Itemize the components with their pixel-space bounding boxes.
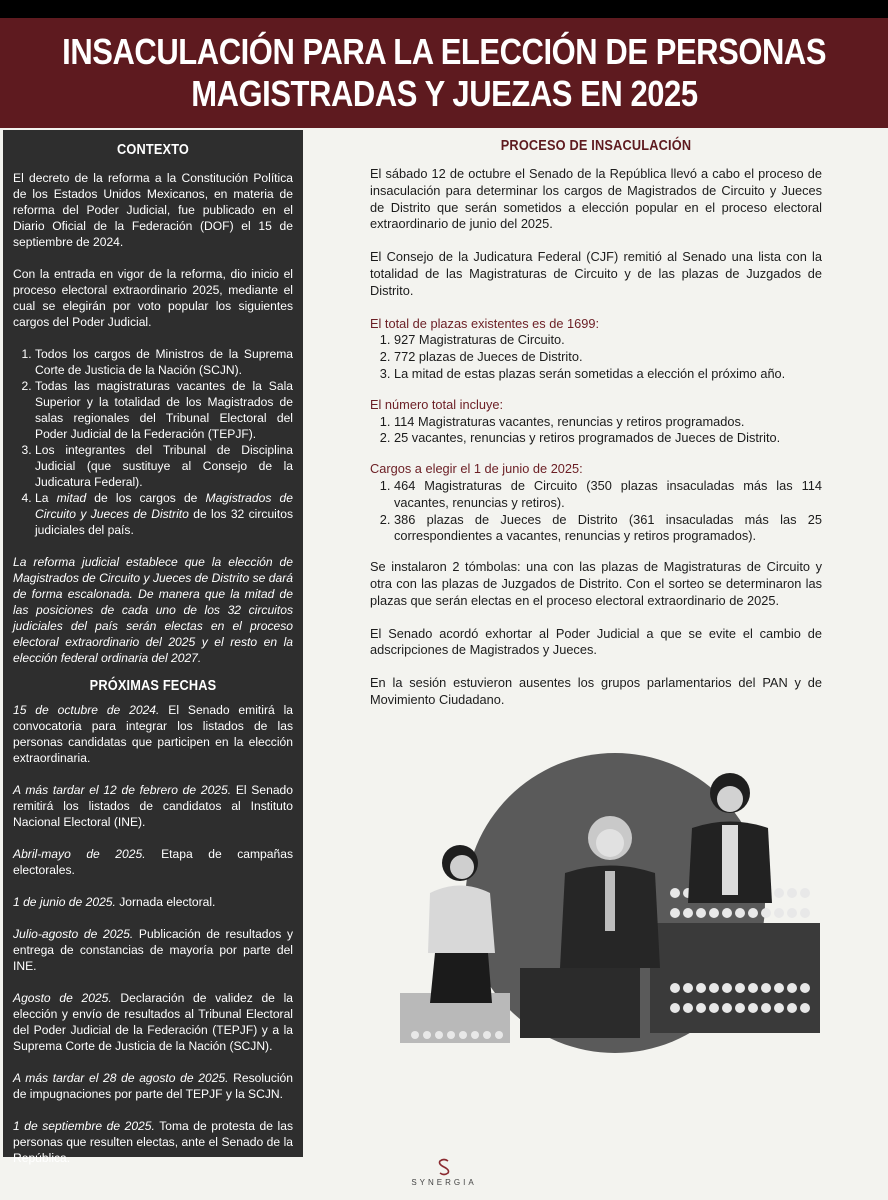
date-text: Resolución de impugnaciones por parte del TEPJF y la SCJN. xyxy=(13,1071,294,1101)
total-list xyxy=(394,332,822,382)
date-text: El Senado remitirá los listados de candidatos al Instituto Nacional Electoral (INE). xyxy=(13,783,294,829)
synergia-logo-icon xyxy=(437,1158,451,1176)
staggered-election-note: La reforma judicial establece que la elección de Magistrados de Circuito y Jueces de Distrito se dará de forma escalonada. De manera que la mitad de las posiciones de cada uno de los 32 circuitos judiciales del país serán electas en el proceso electoral extraordinario del 2025 y el resto en la elección federal ordinaria del 2027. xyxy=(13,555,293,665)
total-heading: El total de plazas existentes es de 1699: xyxy=(370,315,600,331)
context-list-item: 3. Los integrantes del Tribunal de Disciplina Judicial (que sustituye al Consejo de la Judicatura Federal). xyxy=(35,442,293,490)
context-paragraph-1: El decreto de la reforma a la Constitución Política de los Estados Unidos Mexicanos, en materia de reforma del Poder Judicial, fue publicado en el Diario Oficial de la Federación (DOF) el 15 de septiembre de 2024. xyxy=(13,171,293,249)
item4-part: de los 32 circuitos judiciales del país. xyxy=(35,507,293,537)
date-text: Publicación de resultados y entrega de constancias de mayoría por parte del INE. xyxy=(13,927,293,973)
process-paragraph-5: En la sesión estuvieron ausentes los grupos parlamentarios del PAN y de Movimiento Ciudadano. xyxy=(370,675,822,707)
date-text: Declaración de validez de la elección y envío de resultados al Tribunal Electoral del Poder Judicial de la Federación (TEPJF) y a la Suprema Corte de Justicia de la Nación (SCJN). xyxy=(13,991,293,1053)
logo-wordmark: SYNERGIA xyxy=(411,1178,477,1187)
date-text: Toma de protesta de las personas que resulten electas, ante el Senado de la República. xyxy=(13,1119,293,1165)
synergia-logo xyxy=(394,1158,494,1200)
context-list-item xyxy=(35,490,293,538)
cargos-heading: Cargos a elegir el 1 de junio de 2025: xyxy=(370,461,583,477)
date-label: Abril-mayo de 2025. xyxy=(13,847,146,861)
date-entry xyxy=(13,1070,293,1102)
context-list xyxy=(35,346,293,538)
date-text: El Senado emitirá la convocatoria para integrar los listados de las personas candidatas que participen en la elección extraordinaria. xyxy=(13,703,293,765)
cargos-list xyxy=(394,478,822,545)
date-entry xyxy=(13,782,293,830)
drum-table-right xyxy=(650,923,820,1033)
title-banner xyxy=(0,18,888,128)
date-entry xyxy=(13,1118,293,1166)
process-paragraph-2: El Consejo de la Judicatura Federal (CJF) remitió al Senado una lista con la totalidad de las Magistraturas de Circuito y de las plazas de Juzgados de Distrito. xyxy=(370,249,822,298)
context-heading: CONTEXTO xyxy=(116,142,190,158)
dates-heading: PRÓXIMAS FECHAS xyxy=(89,678,217,694)
cargos-list-item: 1. 464 Magistraturas de Circuito (350 plazas insaculadas más las 114 vacantes, renuncias y retiros). xyxy=(394,478,822,512)
item4-part: La xyxy=(35,491,57,505)
date-label: A más tardar el 12 de febrero de 2025. xyxy=(13,783,232,797)
context-paragraph-2: Con la entrada en vigor de la reforma, dio inicio el proceso electoral extraordinario 2025, mediante el cual se elegirán por voto popular los siguientes cargos del Poder Judicial. xyxy=(13,267,293,329)
context-list-item: 1. Todos los cargos de Ministros de la Suprema Corte de Justicia de la Nación (SCJN). xyxy=(35,346,293,378)
date-entry xyxy=(13,926,293,974)
date-text: Etapa de campañas electorales. xyxy=(13,847,293,877)
item4-part: de los cargos de xyxy=(86,491,206,505)
process-heading: PROCESO DE INSACULACIÓN xyxy=(500,138,692,154)
date-text: Jornada electoral. xyxy=(115,895,216,909)
context-list-item: 2. Todas las magistraturas vacantes de la Sala Superior y la totalidad de los Magistrados de salas regionales del Tribunal Electoral del Poder Judicial de la Federación (TEPJF). xyxy=(35,378,293,442)
date-label: A más tardar el 28 de agosto de 2025. xyxy=(13,1071,229,1085)
process-paragraph-1: El sábado 12 de octubre el Senado de la República llevó a cabo el proceso de insaculación para determinar los cargos de Magistrados de Circuito y Jueces de Distrito que serán sometidos a elección popular en el proceso electoral extraordinario de junio del 2025. xyxy=(370,166,822,232)
total-list-item: 1. 927 Magistraturas de Circuito. xyxy=(394,332,822,349)
infographic-page xyxy=(0,18,888,1200)
date-label: Agosto de 2025. xyxy=(13,991,112,1005)
includes-list xyxy=(394,414,822,448)
date-label: 15 de octubre de 2024. xyxy=(13,703,160,717)
senate-raffle-photo xyxy=(400,753,830,1053)
item4-part: mitad xyxy=(56,491,87,505)
date-label: 1 de junio de 2025. xyxy=(13,895,116,909)
date-entry xyxy=(13,990,293,1054)
left-panel xyxy=(3,130,303,1165)
process-paragraph-4: El Senado acordó exhortar al Poder Judicial a que se evite el cambio de adscripciones de Magistrados y Jueces. xyxy=(370,625,822,658)
process-paragraph-3: Se instalaron 2 tómbolas: una con las plazas de Magistraturas de Circuito y otra con las plazas de Juzgados de Distrito. Con el sorteo se determinaron las plazas que serán electas en el proceso electoral extraordinario de 2025. xyxy=(370,559,822,608)
date-entry xyxy=(13,894,293,910)
cargos-list-item: 2. 386 plazas de Jueces de Distrito (361 insaculadas más las 25 correspondientes a vacantes, renuncias y retiros programados). xyxy=(394,512,822,546)
includes-heading: El número total incluye: xyxy=(370,396,504,412)
date-entry xyxy=(13,702,293,766)
photo-illustration xyxy=(400,753,830,1053)
date-label: 1 de septiembre de 2025. xyxy=(13,1119,155,1133)
title-line-1: INSACULACIÓN PARA LA ELECCIÓN DE PERSONAS xyxy=(62,31,826,72)
date-entry xyxy=(13,846,293,878)
item4-part: Magistrados de Circuito y Jueces de Distrito xyxy=(35,491,293,521)
title-line-2: MAGISTRADAS Y JUEZAS EN 2025 xyxy=(190,73,698,114)
date-label: Julio-agosto de 2025. xyxy=(13,927,134,941)
includes-list-item: 2. 25 vacantes, renuncias y retiros programados de Jueces de Distrito. xyxy=(394,430,822,447)
right-panel xyxy=(370,136,822,725)
total-list-item: 2. 772 plazas de Jueces de Distrito. xyxy=(394,349,822,366)
includes-list-item: 1. 114 Magistraturas vacantes, renuncias y retiros programados. xyxy=(394,414,822,431)
total-list-item: 3. La mitad de estas plazas serán sometidas a elección el próximo año. xyxy=(394,366,822,383)
center-table xyxy=(520,968,640,1038)
